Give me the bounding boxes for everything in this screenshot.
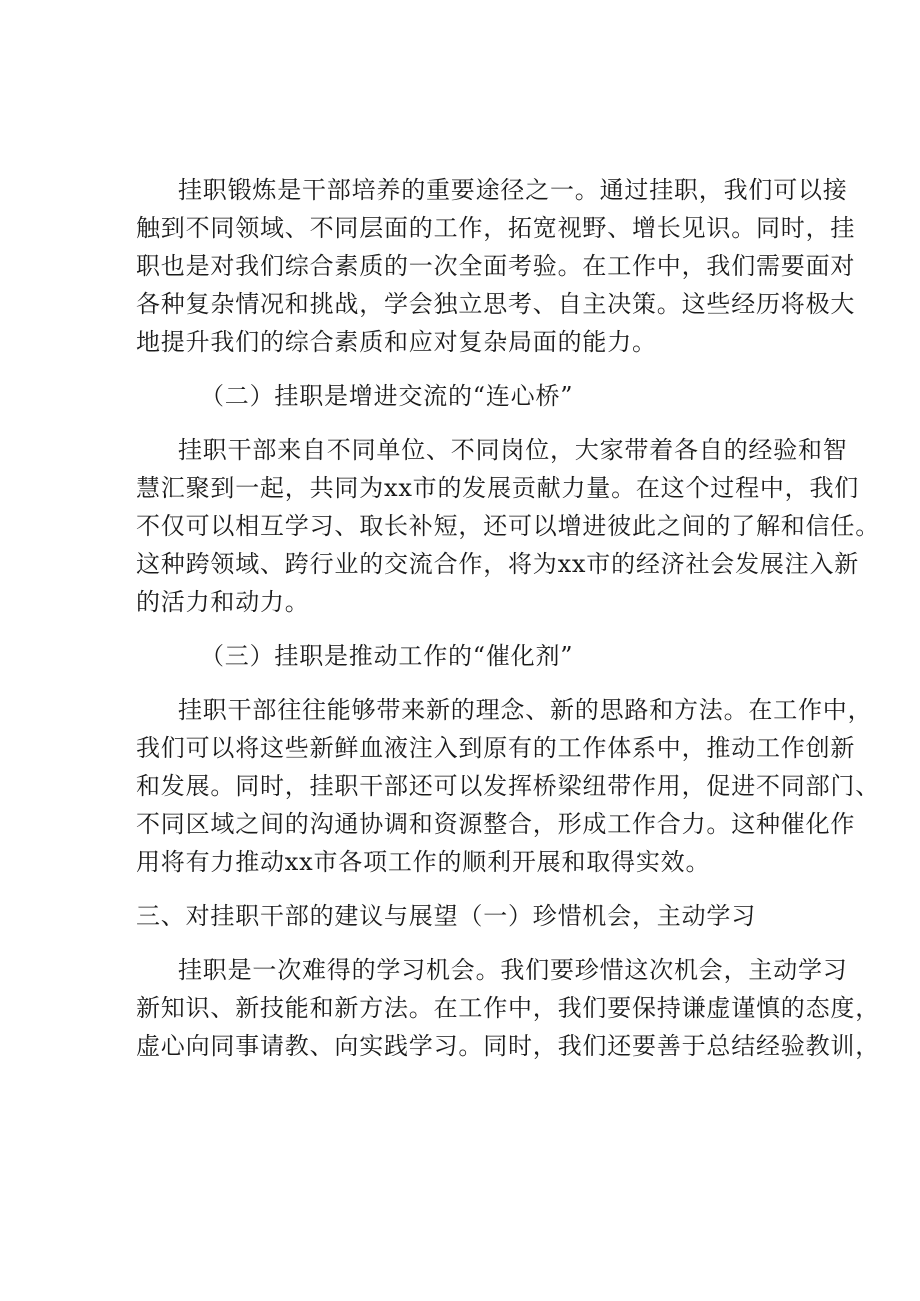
subheading-3: （三）挂职是推动工作的“催化剂” <box>200 642 574 670</box>
paragraph-line: 用将有力推动xx市各项工作的顺利开展和取得实效。 <box>136 848 711 876</box>
paragraph-line: 挂职是一次难得的学习机会。我们要珍惜这次机会，主动学习 <box>178 956 848 984</box>
paragraph-line: 虚心向同事请教、向实践学习。同时，我们还要善于总结经验教训， <box>136 1032 880 1060</box>
paragraph-line: 和发展。同时，挂职干部还可以发挥桥梁纽带作用，促进不同部门、 <box>136 772 880 800</box>
paragraph-line: 挂职锻炼是干部培养的重要途径之一。通过挂职，我们可以接 <box>178 176 848 204</box>
paragraph-line: 挂职干部来自不同单位、不同岗位，大家带着各自的经验和智 <box>178 436 848 464</box>
paragraph-line: 地提升我们的综合素质和应对复杂局面的能力。 <box>136 328 657 356</box>
paragraph-line: 我们可以将这些新鲜血液注入到原有的工作体系中，推动工作创新 <box>136 734 856 762</box>
paragraph-line: 各种复杂情况和挑战，学会独立思考、自主决策。这些经历将极大 <box>136 290 856 318</box>
paragraph-line: 不仅可以相互学习、取长补短，还可以增进彼此之间的了解和信任。 <box>136 512 880 540</box>
subheading-2: （二）挂职是增进交流的“连心桥” <box>200 382 574 410</box>
paragraph-line: 的活力和动力。 <box>136 588 310 616</box>
paragraph-line: 慧汇聚到一起，共同为xx市的发展贡献力量。在这个过程中，我们 <box>136 474 860 502</box>
paragraph-line: 不同区域之间的沟通协调和资源整合，形成工作合力。这种催化作 <box>136 810 856 838</box>
paragraph-line: 职也是对我们综合素质的一次全面考验。在工作中，我们需要面对 <box>136 252 856 280</box>
paragraph-line: 挂职干部往往能够带来新的理念、新的思路和方法。在工作中， <box>178 696 873 724</box>
section-heading: 三、对挂职干部的建议与展望（一）珍惜机会，主动学习 <box>136 902 756 930</box>
paragraph-line: 触到不同领域、不同层面的工作，拓宽视野、增长见识。同时，挂 <box>136 214 856 242</box>
paragraph-line: 这种跨领域、跨行业的交流合作，将为xx市的经济社会发展注入新 <box>136 550 860 578</box>
paragraph-line: 新知识、新技能和新方法。在工作中，我们要保持谦虚谨慎的态度， <box>136 994 880 1022</box>
